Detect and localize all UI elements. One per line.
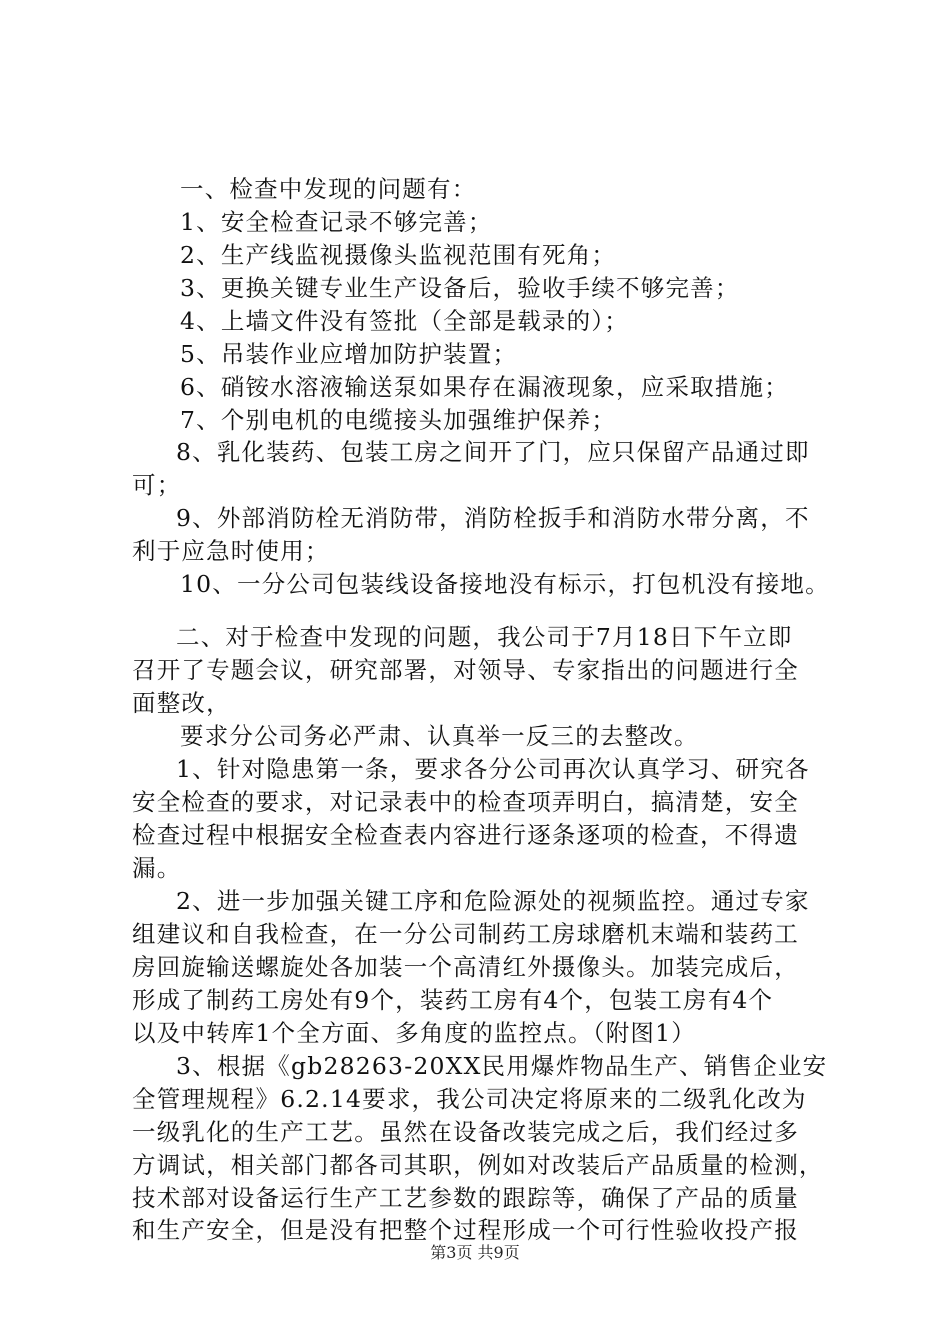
section2-line: 3、根据《gb28263-20XX民用爆炸物品生产、销售企业安 [176, 1052, 828, 1080]
section2-line: 要求分公司务必严肃、认真举一反三的去整改。 [180, 722, 699, 750]
section2-line: 全管理规程》6.2.14要求，我公司决定将原来的二级乳化改为 [132, 1085, 807, 1113]
section2-line: 一级乳化的生产工艺。虽然在设备改装完成之后，我们经过多 [132, 1118, 799, 1146]
issue-item: 10、一分公司包装线设备接地没有标示，打包机没有接地。 [180, 570, 830, 598]
issue-item: 8、乳化装药、包装工房之间开了门，应只保留产品通过即 [176, 438, 810, 466]
issue-item-continuation: 可； [132, 471, 182, 499]
section2-line: 二、对于检查中发现的问题，我公司于7月18日下午立即 [176, 623, 793, 651]
section2-line: 检查过程中根据安全检查表内容进行逐条逐项的检查，不得遗 [132, 821, 799, 849]
issue-item: 9、外部消防栓无消防带，消防栓扳手和消防水带分离，不 [176, 504, 810, 532]
issue-item: 4、上墙文件没有签批（全部是载录的）； [180, 307, 630, 335]
section1-heading: 一、检查中发现的问题有： [180, 175, 477, 203]
section2-line: 和生产安全，但是没有把整个过程形成一个可行性验收投产报 [132, 1216, 799, 1244]
section2-line: 技术部对设备运行生产工艺参数的跟踪等，确保了产品的质量 [132, 1184, 799, 1212]
section2-line: 房回旋输送螺旋处各加装一个高清红外摄像头。加装完成后， [132, 953, 799, 981]
section2-line: 组建议和自我检查，在一分公司制药工房球磨机末端和装药工 [132, 920, 799, 948]
section2-line: 方调试，相关部门都各司其职，例如对改装后产品质量的检测， [132, 1151, 824, 1179]
section2-line: 以及中转库1个全方面、多角度的监控点。（附图1） [132, 1019, 696, 1047]
section2-line: 安全检查的要求，对记录表中的检查项弄明白，搞清楚，安全 [132, 788, 799, 816]
section2-line: 面整改， [132, 689, 231, 717]
section2-line: 2、进一步加强关键工序和危险源处的视频监控。通过专家 [176, 887, 810, 915]
issue-item: 2、生产线监视摄像头监视范围有死角； [180, 241, 617, 269]
section2-line: 漏。 [132, 854, 182, 882]
issue-item: 7、个别电机的电缆接头加强维护保养； [180, 406, 617, 434]
issue-item-continuation: 利于应急时使用； [132, 537, 330, 565]
issue-item: 6、硝铵水溶液输送泵如果存在漏液现象，应采取措施； [180, 373, 789, 401]
section2-line: 召开了专题会议，研究部署，对领导、专家指出的问题进行全 [132, 656, 799, 684]
section2-line: 形成了制药工房处有9个，装药工房有4个，包装工房有4个 [132, 986, 774, 1014]
section2-line: 1、针对隐患第一条，要求各分公司再次认真学习、研究各 [176, 755, 810, 783]
issue-item: 3、更换关键专业生产设备后，验收手续不够完善； [180, 274, 740, 302]
issue-item: 5、吊装作业应增加防护装置； [180, 340, 518, 368]
page-footer: 第3页 共9页 [430, 1243, 520, 1262]
issue-item: 1、安全检查记录不够完善； [180, 208, 493, 236]
